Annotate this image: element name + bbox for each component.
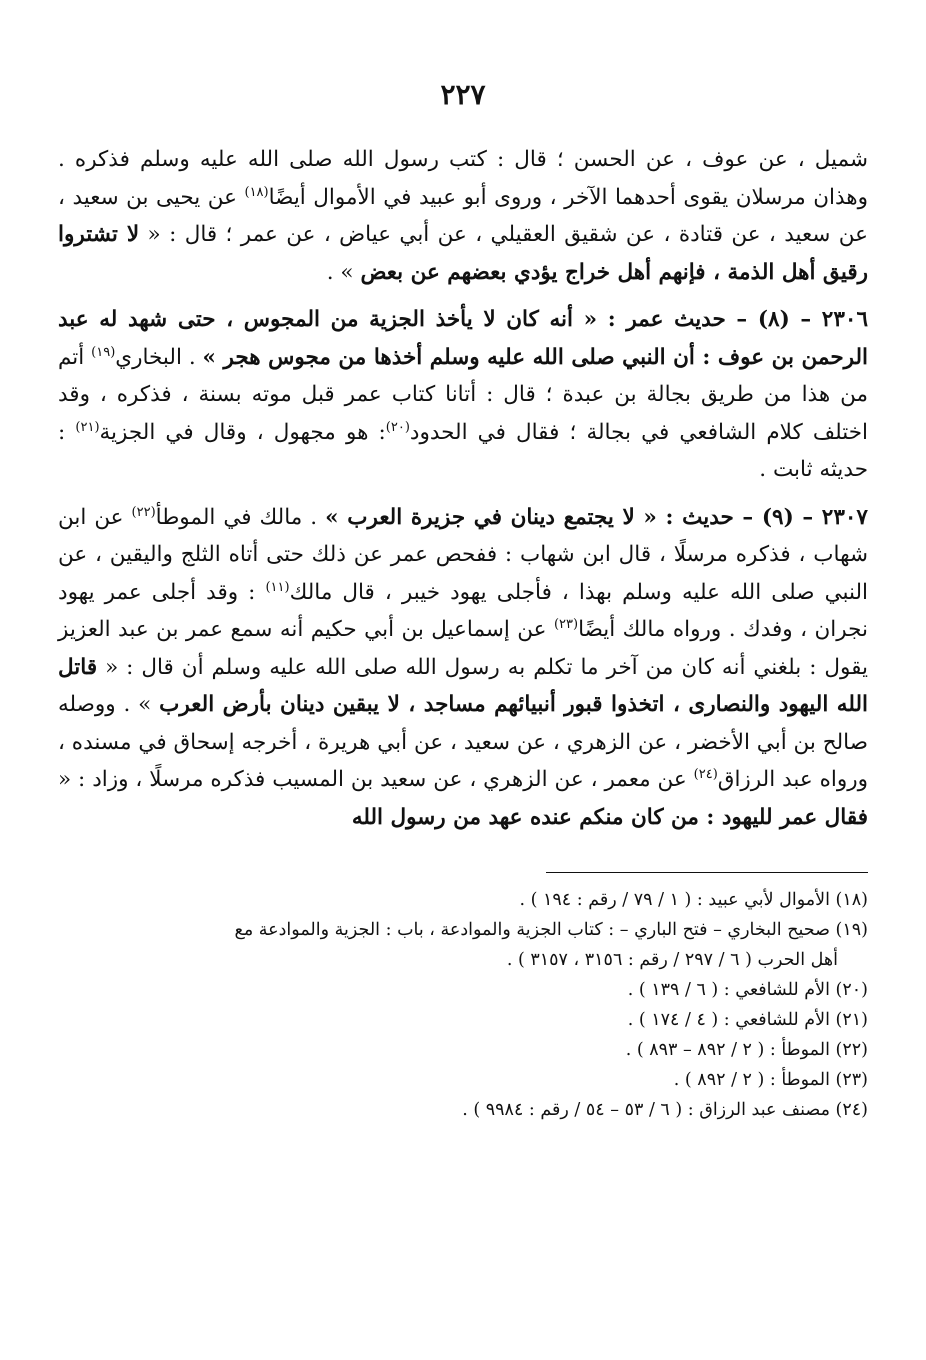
text-run: عن ابن شهاب ، فذكره مرسلًا ، قال ابن شهاب : ففحص عمر عن ذلك حتى أتاه الثلج واليقين ، عن النبي صلى الله عليه وسلم بهذا ، فأجلى يهود خيبر ، قال مالك	[58, 504, 868, 605]
text-run: عن معمر ، عن الزهري ، عن سعيد بن المسيب فذكره مرسلًا ، وزاد : «	[58, 767, 694, 792]
footnote-text: (٢٤) مصنف عبد الرزاق : ( ٦ / ٥٣ – ٥٤ / رقم : ٩٩٨٤ ) .	[462, 1100, 868, 1120]
footnote-text: (٢١) الأم للشافعي : ( ٤ / ١٧٤ ) .	[627, 1010, 868, 1030]
footnote-text: (٢٣) الموطأ : ( ٢ / ٨٩٢ ) .	[673, 1070, 868, 1090]
text-run: . البخاري	[115, 344, 203, 370]
footnote-divider	[546, 872, 868, 873]
text-run: شميل ، عن عوف ، عن الحسن ؛ قال : كتب رسول الله صلى الله عليه وسلم فذكره . وهذان مرسلان يقوى أحدهما الآخر ، وروى أبو عبيد في الأموال أيضًا	[58, 147, 868, 210]
text-run: : هو مجهول ، وقال في الجزية	[99, 419, 386, 445]
text-run: أتم من هذا من طريق بجالة بن عبدة ؛ قال : أتانا كتاب عمر قبل موته بسنة ، فذكره ، وقد اختلف كلام الشافعي في بجالة ؛ فقال في الحدود	[58, 344, 868, 445]
text-run: : وقد أجلى عمر يهود نجران ، وفدك . ورواه مالك أيضًا	[58, 579, 868, 642]
footnote-ref: (٢٠)	[385, 419, 410, 435]
footnote	[58, 975, 868, 1005]
paragraph	[58, 301, 868, 489]
bold-text-run: ٢٣٠٦ – (٨) – حديث عمر : « أنه كان لا يأخذ الجزية من المجوس ، حتى شهد له عبد الرحمن بن عوف : أن النبي صلى الله عليه وسلم أخذها من مجوس هجر »	[58, 307, 869, 370]
footnote-continuation: أهل الحرب ( ٦ / ٢٩٧ / رقم : ٣١٥٦ ، ٣١٥٧ ) .	[506, 950, 838, 970]
footnote-text: (١٩) صحيح البخاري – فتح الباري – : كتاب الجزية والموادعة ، باب : الجزية والموادعة مع	[234, 920, 868, 940]
footnote-ref: (١٩)	[91, 344, 116, 360]
footnote-ref: (٢٢)	[131, 504, 156, 520]
bold-text-run: فقال عمر لليهود : من كان منكم عنده عهد من رسول الله	[351, 804, 868, 830]
text-run: عن إسماعيل بن أبي حكيم أنه سمع عمر بن عبد العزيز يقول : بلغني أنه كان من آخر ما تكلم به رسول الله صلى الله عليه وسلم أن قال : «	[58, 617, 868, 680]
paragraph	[58, 499, 868, 837]
footnote-ref: (٢١)	[75, 419, 100, 435]
bold-text-run: ٢٣٠٧ – (٩) – حديث : « لا يجتمع دينان في جزيرة العرب »	[325, 504, 868, 530]
page-number: ٢٢٧	[440, 78, 486, 111]
footnote-ref: (٢٤)	[693, 766, 718, 782]
text-run: . مالك في الموطأ	[155, 504, 326, 530]
footnote	[58, 1005, 868, 1035]
footnote-text: (١٨) الأموال لأبي عبيد : ( ١ / ٧٩ / رقم : ١٩٤ ) .	[519, 890, 868, 910]
footnote	[58, 1095, 868, 1125]
footnote-ref: (١١)	[265, 579, 290, 595]
footnote-text: (٢٢) الموطأ : ( ٢ / ٨٩٢ – ٨٩٣ ) .	[625, 1040, 868, 1060]
footnote-text: (٢٠) الأم للشافعي : ( ٦ / ١٣٩ ) .	[627, 980, 868, 1000]
footnote-ref: (١٨)	[244, 184, 269, 200]
text-run: عن يحيى بن سعيد ، عن سعيد ، عن قتادة ، عن شقيق العقيلي ، عن أبي عياض ، عن عمر ؛ قال : «	[58, 184, 868, 247]
footnote	[58, 1035, 868, 1065]
main-text	[58, 141, 868, 836]
text-run: » .	[326, 259, 361, 285]
bold-text-run: قاتل الله اليهود والنصارى ، اتخذوا قبور أنبيائهم مساجد ، لا يبقين دينان بأرض العرب	[58, 654, 868, 717]
footnote-ref: (٢٣)	[553, 616, 579, 632]
bold-text-run: لا تشتروا رقيق أهل الذمة ، فإنهم أهل خراج يؤدي بعضهم عن بعض	[58, 222, 868, 285]
footnote	[58, 885, 868, 915]
text-run: : حديثه ثابت .	[58, 419, 868, 482]
footnote	[58, 1065, 868, 1095]
text-run: » . ووصله صالح بن أبي الأخضر ، عن الزهري ، عن سعيد ، عن أبي هريرة ، أخرجه إسحاق في مسنده ، ورواه عبد الرزاق	[58, 692, 868, 792]
paragraph	[58, 141, 868, 291]
footnotes	[58, 885, 868, 1125]
footnote	[58, 915, 868, 975]
